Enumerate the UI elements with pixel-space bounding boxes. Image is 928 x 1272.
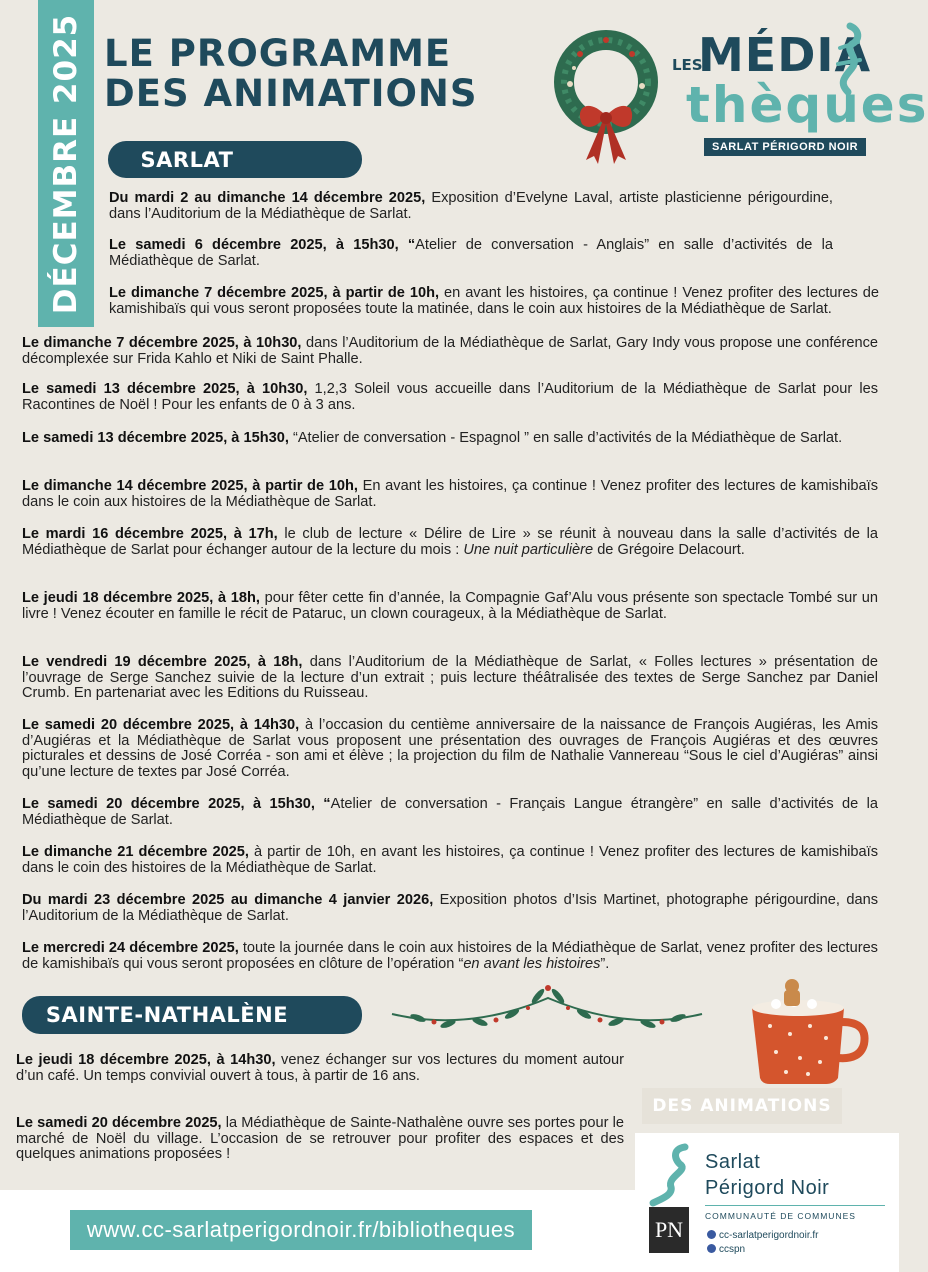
event-description: à l’occasion du centième anniversaire de la naissance de François Augiéras, les Amis d’Augiéras et la Médiathèque de Sarlat vous proposent une présentation des ouvrages de François Augiéras et des œuvres picturales et dessins de José Corréa - son ami et élève ; la projection du film de Nathalie Vannereau “Sous le ciel d’Augiéras” ainsi qu’une lecture de textes par José Corréa. xyxy=(22,717,879,780)
facebook-icon xyxy=(707,1244,716,1253)
event-date: Le jeudi 18 décembre 2025, à 18h, xyxy=(22,590,260,606)
website-link[interactable]: www.cc-sarlatperigordnoir.fr/bibliotheques xyxy=(70,1210,532,1250)
logo-les: LES xyxy=(672,56,703,74)
event-date: Le dimanche 7 décembre 2025, à partir de 10h, xyxy=(109,285,440,301)
social-web[interactable] xyxy=(707,1229,818,1243)
event-date: Le samedi 13 décembre 2025, à 15h30, xyxy=(22,430,289,446)
event-item xyxy=(16,1116,624,1163)
event-item xyxy=(22,431,878,447)
event-date: Le samedi 13 décembre 2025, à 10h30, xyxy=(22,381,308,397)
event-item xyxy=(22,591,878,622)
event-item xyxy=(109,238,833,269)
social-web-text: cc-sarlatperigordnoir.fr xyxy=(719,1230,819,1241)
event-description: dans l’Auditorium de la Médiathèque de Sarlat, « Folles lectures » présentation de l’ouvrage de Serge Sanchez suivie de la lecture d’un extrait ; puis lecture théâtralisée des textes de Serge Sanchez par Daniel Crumb. En partenariat avec les Editions du Ruisseau. xyxy=(22,654,878,702)
event-description: pour fêter cette fin d’année, la Compagnie Gaf’Alu vous présente son spectacle Tombé sur un livre ! Venez écouter en famille le récit de Pataruc, un clown courageux, à la Médiathèque de Sarlat. xyxy=(22,590,878,622)
event-date: Le vendredi 19 décembre 2025, à 18h, xyxy=(22,654,303,670)
org-subtitle: COMMUNAUTÉ DE COMMUNES xyxy=(705,1211,856,1221)
social-fb-text: ccspn xyxy=(719,1244,746,1255)
event-italic: Une nuit particulière xyxy=(463,541,594,558)
section-sarlat xyxy=(108,141,362,178)
hot-chocolate-icon xyxy=(746,978,872,1086)
event-description: En avant les histoires, ça continue ! Venez profiter des lectures de kamishibaïs dans le coin aux histoires de la Médiathèque de Sarlat. xyxy=(22,478,878,510)
event-description: dans l’Auditorium de la Médiathèque de Sarlat, Gary Indy vous propose une conférence décomplexée sur Frida Kahlo et Niki de Saint Phalle. xyxy=(22,335,878,367)
event-item xyxy=(22,382,878,413)
logo-badge: SARLAT PÉRIGORD NOIR xyxy=(704,138,866,156)
org-logo xyxy=(635,1133,899,1272)
social-links xyxy=(707,1229,818,1257)
event-tail: de Grégoire Delacourt. xyxy=(593,541,745,558)
event-description: Atelier de conversation - Anglais” en salle d’activités de la Médiathèque de Sarlat. xyxy=(109,237,833,269)
event-item xyxy=(22,718,878,780)
event-description: 1,2,3 Soleil vous accueille dans l’Auditorium de la Médiathèque de Sarlat pour les Racontines de Noël ! Pour les enfants de 0 à 3 ans. xyxy=(22,381,878,413)
title-line-2: DES ANIMATIONS xyxy=(104,72,478,115)
event-item xyxy=(22,845,878,876)
ghost-label: DES ANIMATIONS xyxy=(642,1088,842,1124)
event-date: Le dimanche 7 décembre 2025, à 10h30, xyxy=(22,335,302,351)
holly-garland-icon xyxy=(388,974,706,1044)
social-facebook[interactable] xyxy=(707,1243,818,1257)
event-tail: ”. xyxy=(600,955,610,972)
title-line-1: LE PROGRAMME xyxy=(104,32,452,75)
event-date: Le dimanche 21 décembre 2025, xyxy=(22,844,249,860)
page-title xyxy=(104,34,544,114)
pn-badge: PN xyxy=(649,1207,689,1253)
lizard-logo-icon xyxy=(647,1143,697,1207)
org-divider xyxy=(705,1205,885,1206)
event-description: toute la journée dans le coin aux histoires de la Médiathèque de Sarlat, venez profiter des lectures de kamishibaïs qui vous seront proposées en clôture de l’opération “ xyxy=(22,940,878,972)
event-item xyxy=(109,286,879,317)
event-date: Le samedi 20 décembre 2025, à 14h30, xyxy=(22,717,300,733)
logo-theques: thèques xyxy=(686,76,928,134)
section-sarlat-label: SARLAT xyxy=(140,147,234,172)
event-item xyxy=(22,893,878,924)
event-date: Le samedi 6 décembre 2025, à 15h30, “ xyxy=(109,237,416,253)
event-description: Exposition photos d’Isis Martinet, photographe périgourdine, dans l’Auditorium de la Médiathèque de Sarlat. xyxy=(22,892,878,924)
event-item xyxy=(22,655,878,702)
event-date: Le jeudi 18 décembre 2025, à 14h30, xyxy=(16,1052,276,1068)
event-date: Le mardi 16 décembre 2025, à 17h, xyxy=(22,526,278,542)
event-item xyxy=(22,941,878,972)
mediatheques-logo xyxy=(668,22,928,164)
logo-media: MÉDIA xyxy=(698,28,872,82)
month-banner-text: DÉCEMBRE 2025 xyxy=(48,13,84,314)
event-item xyxy=(22,527,878,558)
event-description: venez échanger sur vos lectures du moment autour d’un café. Un temps convivial ouvert à tous, à partir de 16 ans. xyxy=(16,1052,624,1084)
event-item xyxy=(109,191,833,222)
org-name xyxy=(705,1149,829,1201)
section-sn-label: SAINTE-NATHALÈNE xyxy=(45,1003,289,1027)
event-item xyxy=(22,336,878,367)
event-date: Le samedi 20 décembre 2025, xyxy=(16,1115,222,1131)
event-date: Le mercredi 24 décembre 2025, xyxy=(22,940,239,956)
event-item xyxy=(22,479,878,510)
org-name-line-1: Sarlat xyxy=(705,1151,761,1173)
section-sainte-nathalene xyxy=(22,996,362,1034)
event-description: à partir de 10h, en avant les histoires, ça continue ! Venez profiter des lectures de kamishibaïs dans le coin des histoires de la Médiathèque de Sarlat. xyxy=(22,844,879,876)
event-italic: en avant les histoires xyxy=(463,955,601,972)
lizard-icon xyxy=(830,24,870,94)
event-description: le club de lecture « Délire de Lire » se réunit à nouveau dans la salle d’activités de la Médiathèque de Sarlat pour échanger autour de la lecture du mois : xyxy=(22,526,878,558)
event-item xyxy=(16,1053,624,1084)
event-item xyxy=(22,797,878,828)
event-description: la Médiathèque de Sainte-Nathalène ouvre ses portes pour le marché de Noël du village. L’occasion de se retrouver pour profiter des espaces et des quelques animations proposées ! xyxy=(16,1115,624,1163)
event-date: Du mardi 23 décembre 2025 au dimanche 4 janvier 2026, xyxy=(22,892,434,908)
event-date: Le dimanche 14 décembre 2025, à partir de 10h, xyxy=(22,478,358,494)
event-description: Atelier de conversation - Français Langue étrangère” en salle d’activités de la Médiathèque de Sarlat. xyxy=(22,796,878,828)
wreath-icon xyxy=(552,24,660,166)
event-description: Exposition d’Evelyne Laval, artiste plasticienne périgourdine, dans l’Auditorium de la Médiathèque de Sarlat. xyxy=(109,190,833,222)
event-date: Le samedi 20 décembre 2025, à 15h30, “ xyxy=(22,796,331,812)
web-icon xyxy=(707,1230,716,1239)
event-description: “Atelier de conversation - Espagnol ” en salle d’activités de la Médiathèque de Sarlat. xyxy=(288,430,843,446)
org-name-line-2: Périgord Noir xyxy=(705,1177,830,1199)
event-description: en avant les histoires, ça continue ! Venez profiter des lectures de kamishibaïs qui vous seront proposées toute la matinée, dans le coin aux histoires de la Médiathèque de Sarlat. xyxy=(109,285,879,317)
month-banner xyxy=(38,0,94,327)
event-date: Du mardi 2 au dimanche 14 décembre 2025, xyxy=(109,190,426,206)
